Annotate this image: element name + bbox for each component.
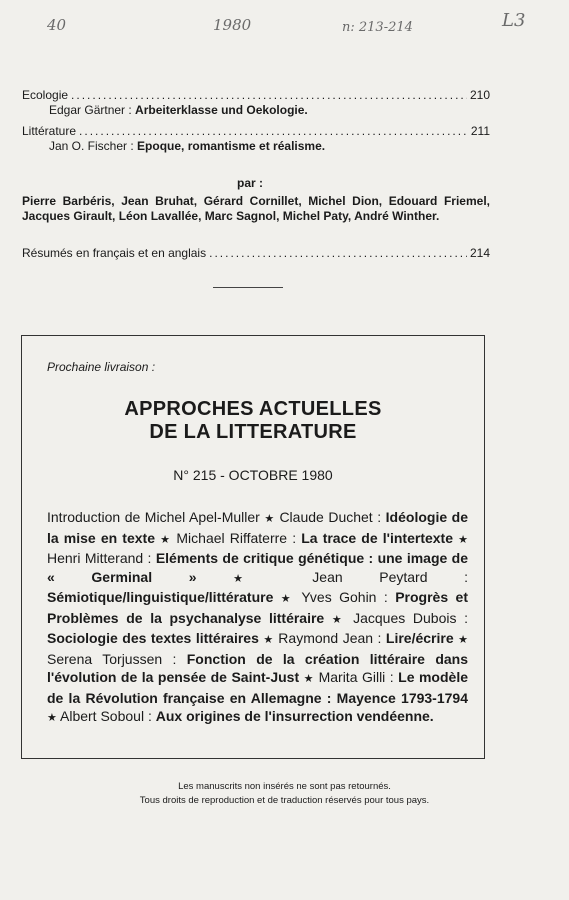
contents-title: Le modèle de la Révolution française en Allemagne : Mayence 1793-1794: [47, 669, 468, 706]
contents-author: Albert Soboul :: [60, 708, 156, 724]
contents-title: Progrès et Problèmes de la psychanalyse littéraire: [47, 589, 468, 626]
contents-title: Sémiotique/linguistique/littérature: [47, 589, 274, 605]
contents-author: Claude Duchet :: [279, 509, 386, 525]
contents-title: Idéologie de la mise en texte: [47, 509, 468, 546]
next-issue-title: [0, 398, 506, 444]
section-divider: [213, 287, 283, 288]
handwritten-note: 40: [47, 16, 67, 34]
contents-title: Eléments de critique génétique : une image de « Germinal »: [47, 550, 468, 585]
toc-page-number: 211: [470, 124, 490, 138]
footer-line: Les manuscrits non insérés ne sont pas retournés.: [178, 781, 391, 792]
handwritten-note: L3: [502, 10, 526, 31]
contributors-list: Pierre Barbéris, Jean Bruhat, Gérard Cornillet, Michel Dion, Edouard Friemel, Jacques Girault, Léon Lavallée, Marc Sagnol, Michel Paty, André Winther.: [22, 194, 490, 223]
star-separator: ★: [160, 533, 172, 546]
contents-author: Raymond Jean :: [278, 630, 386, 646]
footer-line: Tous droits de reproduction et de traduction réservés pour tous pays.: [139, 795, 430, 806]
toc-leader: [209, 246, 467, 260]
title-line: APPROCHES ACTUELLES: [124, 398, 382, 420]
handwritten-note: n: 213-214: [342, 20, 413, 35]
par-label: par :: [236, 176, 263, 190]
toc-entry-ecologie: [22, 88, 490, 117]
toc-leader: [71, 88, 467, 102]
contents-author: Introduction de Michel Apel-Muller: [47, 509, 260, 525]
contents-title: Sociologie des textes littéraires: [47, 630, 259, 646]
toc-page-number: 210: [469, 88, 490, 102]
contents-author: Marita Gilli :: [318, 669, 399, 685]
toc-section-title: Ecologie: [22, 88, 69, 102]
toc-page-number: 214: [469, 246, 490, 260]
toc-work: Epoque, romantisme et réalisme.: [137, 139, 326, 153]
toc-article: [49, 103, 490, 117]
star-separator: ★: [280, 593, 295, 605]
star-separator: ★: [303, 673, 315, 685]
contents-title: Fonction de la création littéraire dans l'évolution de la pensée de Saint-Just: [47, 650, 468, 685]
next-issue-heading: Prochaine livraison :: [47, 360, 156, 374]
contents-title: La trace de l'intertexte: [301, 529, 454, 546]
issue-number: N° 215 - OCTOBRE 1980: [173, 467, 333, 483]
star-separator: ★: [331, 613, 346, 626]
contents-title: Lire/écrire: [385, 630, 454, 646]
toc-article: [49, 139, 490, 153]
handwritten-note: 1980: [213, 16, 252, 34]
contents-title: Aux origines de l'insurrection vendéenne.: [155, 708, 434, 724]
toc-section-title: Résumés en français et en anglais: [22, 246, 207, 260]
toc-entry-litterature: [22, 124, 490, 153]
contents-author: Yves Gohin :: [301, 589, 396, 605]
star-separator: ★: [264, 513, 275, 525]
star-separator: ★: [233, 572, 276, 585]
footer-notice: [0, 780, 569, 808]
star-separator: ★: [263, 634, 274, 646]
contents-author: Michael Riffaterre :: [176, 529, 302, 546]
toc-author: Jan O. Fischer :: [49, 139, 138, 153]
contents-author: Henri Mitterand :: [47, 550, 156, 566]
title-line: DE LA LITTERATURE: [149, 421, 357, 443]
contents-author: Jacques Dubois :: [353, 609, 468, 626]
star-separator: ★: [458, 634, 468, 646]
next-issue-contents: [47, 508, 468, 728]
toc-entry-resumes: [22, 246, 490, 260]
contents-author: Jean Peytard :: [312, 568, 468, 585]
star-separator: ★: [458, 533, 469, 546]
contents-author: Serena Torjussen :: [47, 650, 187, 667]
toc-work: Arbeiterklasse und Oekologie.: [135, 103, 308, 117]
star-separator: ★: [47, 712, 57, 724]
toc-leader: [79, 124, 468, 138]
toc-author: Edgar Gärtner :: [49, 103, 136, 117]
toc-section-title: Littérature: [22, 124, 77, 138]
